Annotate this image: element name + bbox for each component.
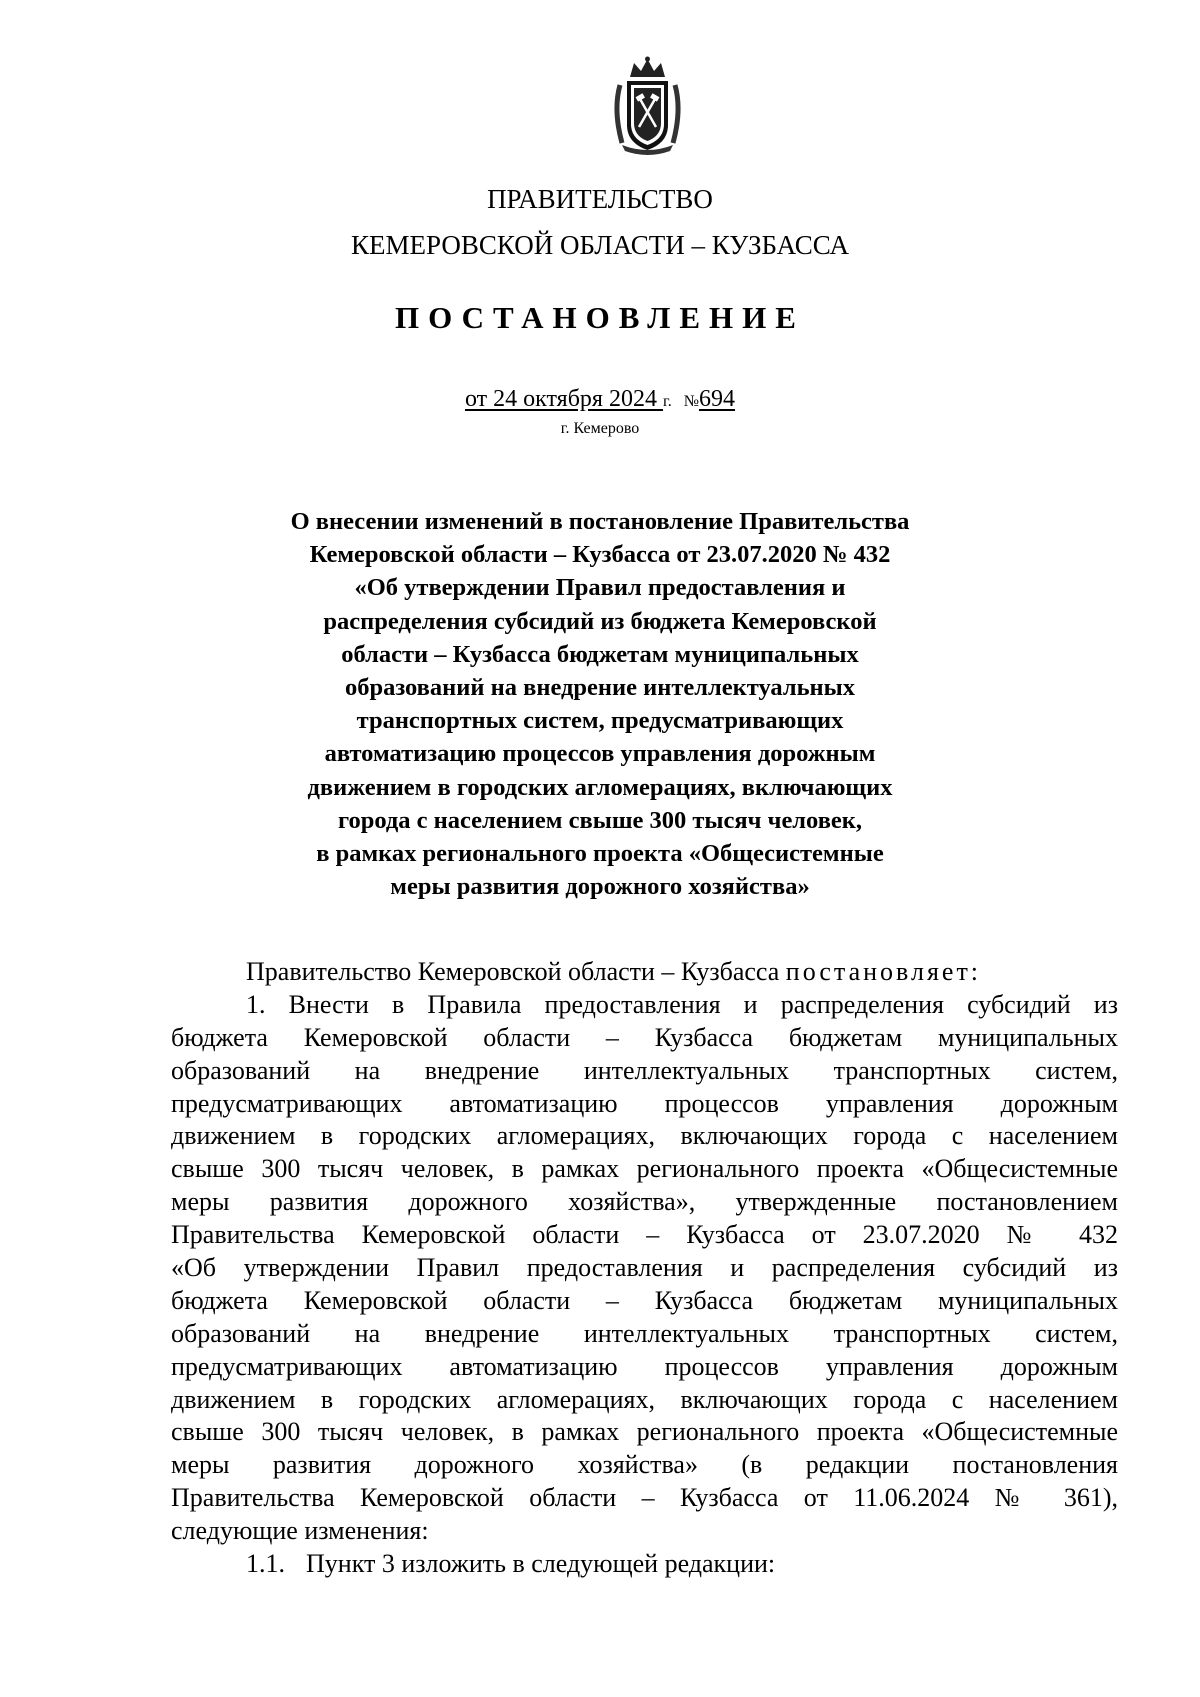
- paragraph-line: свыше 300 тысяч человек, в рамках регионального проекта «Общесистемные: [171, 1154, 1118, 1184]
- title-line: города с населением свыше 300 тысяч человек,: [337, 806, 863, 834]
- title-line: распределения субсидий из бюджета Кемеровской: [323, 607, 877, 635]
- title-line: «Об утверждении Правил предоставления и: [354, 574, 846, 602]
- paragraph-line: меры развития дорожного хозяйства» (в редакции постановления: [171, 1450, 1118, 1480]
- document-number: 694: [699, 386, 735, 412]
- authority-name-line2: КЕМЕРОВСКОЙ ОБЛАСТИ – КУЗБАССА: [351, 230, 849, 260]
- number-sign: №: [683, 393, 699, 410]
- paragraph-line: свыше 300 тысяч человек, в рамках регионального проекта «Общесистемные: [171, 1417, 1118, 1447]
- title-line: меры развития дорожного хозяйства»: [390, 873, 810, 901]
- paragraph-line: Правительства Кемеровской области – Кузбасса от 11.06.2024 № 361),: [171, 1483, 1118, 1513]
- paragraph-line: предусматривающих автоматизацию процессов управления дорожным: [171, 1088, 1118, 1118]
- title-line: автоматизацию процессов управления дорожным: [324, 740, 876, 768]
- document-title: [270, 505, 930, 903]
- preamble-resolves: постановляет:: [785, 957, 982, 986]
- paragraph-line: движением в городских агломерациях, включающих города с населением: [171, 1384, 1118, 1414]
- title-line: образований на внедрение интеллектуальных: [344, 674, 856, 702]
- paragraph-line: «Об утверждении Правил предоставления и распределения субсидий из: [171, 1253, 1118, 1283]
- preamble-text: Правительство Кемеровской области – Кузбасса: [246, 957, 780, 986]
- document-type: ПОСТАНОВЛЕНИЕ: [395, 300, 805, 335]
- paragraph-line-last: следующие изменения:: [171, 1516, 429, 1546]
- authority-name-line1: ПРАВИТЕЛЬСТВО: [487, 184, 713, 214]
- preamble: [171, 956, 1118, 989]
- coat-of-arms-emblem: [610, 55, 685, 155]
- title-line: О внесении изменений в постановление Правительства: [290, 508, 910, 535]
- paragraph-line: образований на внедрение интеллектуальных транспортных систем,: [171, 1055, 1118, 1085]
- title-line: транспортных систем, предусматривающих: [356, 707, 844, 735]
- paragraph-line: бюджета Кемеровской области – Кузбасса бюджетам муниципальных: [171, 1285, 1118, 1315]
- document-city: г. Кемерово: [560, 420, 640, 437]
- paragraph-1-1-number: 1.1.: [246, 1549, 285, 1579]
- title-line: движением в городских агломерациях, включающих: [307, 773, 893, 801]
- paragraph-line: Правительства Кемеровской области – Кузбасса от 23.07.2020 № 432: [171, 1220, 1118, 1250]
- title-line: области – Кузбасса бюджетам муниципальных: [341, 640, 859, 668]
- paragraph-line: предусматривающих автоматизацию процессов управления дорожным: [171, 1351, 1118, 1381]
- paragraph-line: движением в городских агломерациях, включающих города с населением: [171, 1121, 1118, 1151]
- paragraph-1-1-text: Пункт 3 изложить в следующей редакции:: [306, 1549, 776, 1579]
- document-date: от 24 октября 2024: [464, 386, 657, 412]
- paragraph-1-1: [171, 1548, 1118, 1581]
- paragraph-line: 1. Внести в Правила предоставления и распределения субсидий из: [246, 989, 1118, 1019]
- paragraph-line: бюджета Кемеровской области – Кузбасса бюджетам муниципальных: [171, 1022, 1118, 1052]
- paragraph-line: меры развития дорожного хозяйства», утвержденные постановлением: [171, 1187, 1118, 1217]
- document-body: [171, 956, 1118, 1581]
- title-line: Кемеровской области – Кузбасса от 23.07.2020 № 432: [309, 541, 891, 569]
- title-line: в рамках регионального проекта «Общесистемные: [316, 840, 884, 868]
- document-date-line: [0, 386, 1200, 413]
- year-suffix: г.: [662, 393, 672, 410]
- paragraph-line: образований на внедрение интеллектуальных транспортных систем,: [171, 1318, 1118, 1348]
